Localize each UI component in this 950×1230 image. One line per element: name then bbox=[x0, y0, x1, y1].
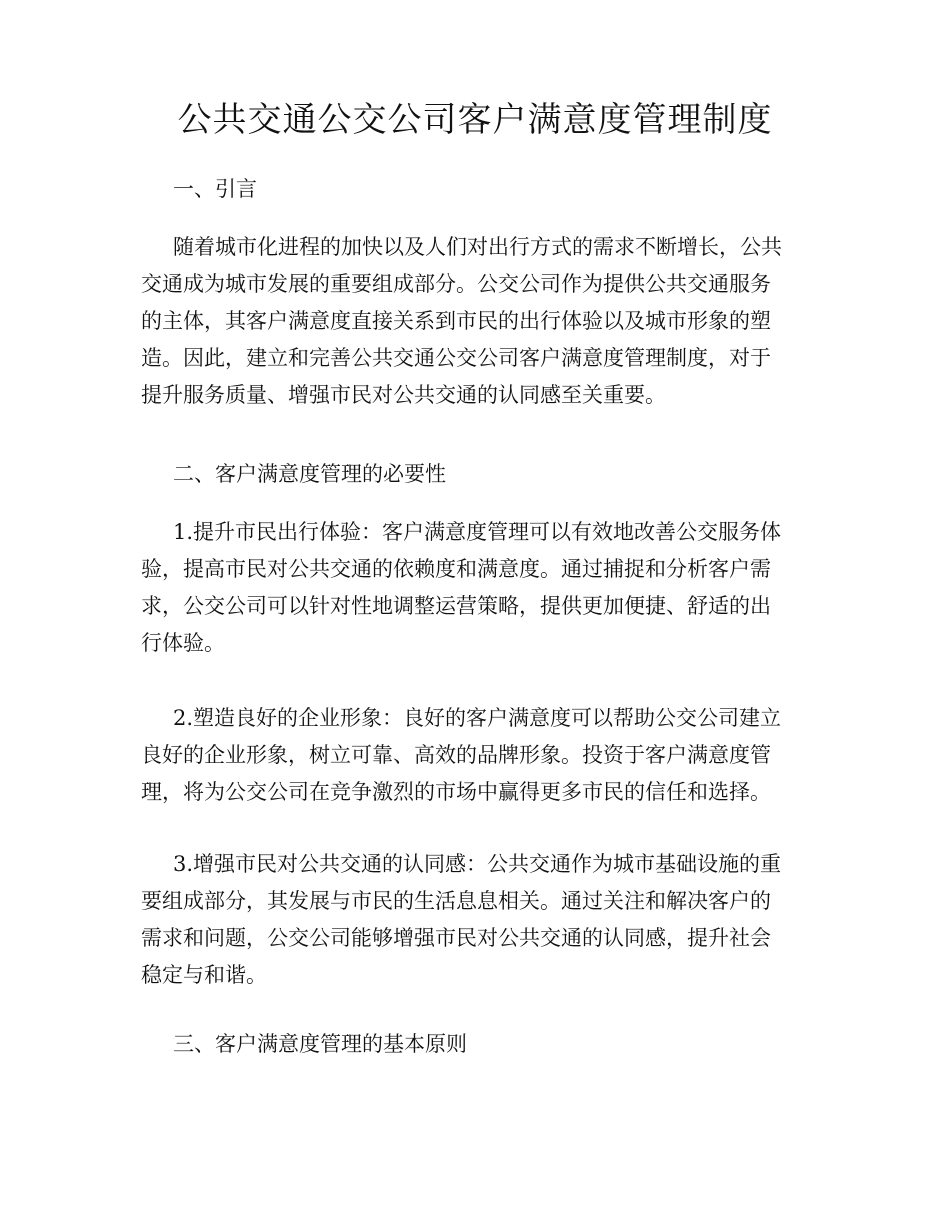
paragraph-point-1 bbox=[141, 514, 811, 662]
paragraph-line: 理，将为公交公司在竞争激烈的市场中赢得更多市民的信任和选择。 bbox=[141, 780, 771, 804]
paragraph-introduction bbox=[141, 229, 811, 414]
paragraph-line: 1.提升市民出行体验：客户满意度管理可以有效地改善公交服务体 bbox=[173, 520, 782, 544]
paragraph-line: 造。因此，建立和完善公共交通公交公司客户满意度管理制度，对于 bbox=[141, 346, 771, 370]
paragraph-line: 稳定与和谐。 bbox=[141, 963, 267, 987]
paragraph-line: 要组成部分，其发展与市民的生活息息相关。通过关注和解决客户的 bbox=[141, 889, 771, 913]
section-heading-introduction: 一、引言 bbox=[173, 177, 257, 201]
paragraph-line: 行体验。 bbox=[141, 631, 225, 655]
paragraph-line: 良好的企业形象，树立可靠、高效的品牌形象。投资于客户满意度管 bbox=[141, 743, 771, 767]
document-title: 公共交通公交公司客户满意度管理制度 bbox=[177, 100, 773, 140]
paragraph-point-2 bbox=[141, 700, 811, 811]
paragraph-line: 2.塑造良好的企业形象：良好的客户满意度可以帮助公交公司建立 bbox=[173, 706, 782, 730]
paragraph-line: 验，提高市民对公共交通的依赖度和满意度。通过捕捉和分析客户需 bbox=[141, 557, 771, 581]
section-heading-principles: 三、客户满意度管理的基本原则 bbox=[173, 1032, 467, 1056]
paragraph-point-3 bbox=[141, 846, 811, 994]
paragraph-line: 随着城市化进程的加快以及人们对出行方式的需求不断增长，公共 bbox=[173, 235, 782, 259]
paragraph-line: 的主体，其客户满意度直接关系到市民的出行体验以及城市形象的塑 bbox=[141, 309, 771, 333]
section-heading-necessity: 二、客户满意度管理的必要性 bbox=[173, 462, 446, 486]
paragraph-line: 求，公交公司可以针对性地调整运营策略，提供更加便捷、舒适的出 bbox=[141, 594, 771, 618]
paragraph-line: 需求和问题，公交公司能够增强市民对公共交通的认同感，提升社会 bbox=[141, 926, 771, 950]
paragraph-line: 3.增强市民对公共交通的认同感：公共交通作为城市基础设施的重 bbox=[173, 852, 782, 876]
paragraph-line: 交通成为城市发展的重要组成部分。公交公司作为提供公共交通服务 bbox=[141, 272, 771, 296]
paragraph-line: 提升服务质量、增强市民对公共交通的认同感至关重要。 bbox=[141, 383, 666, 407]
